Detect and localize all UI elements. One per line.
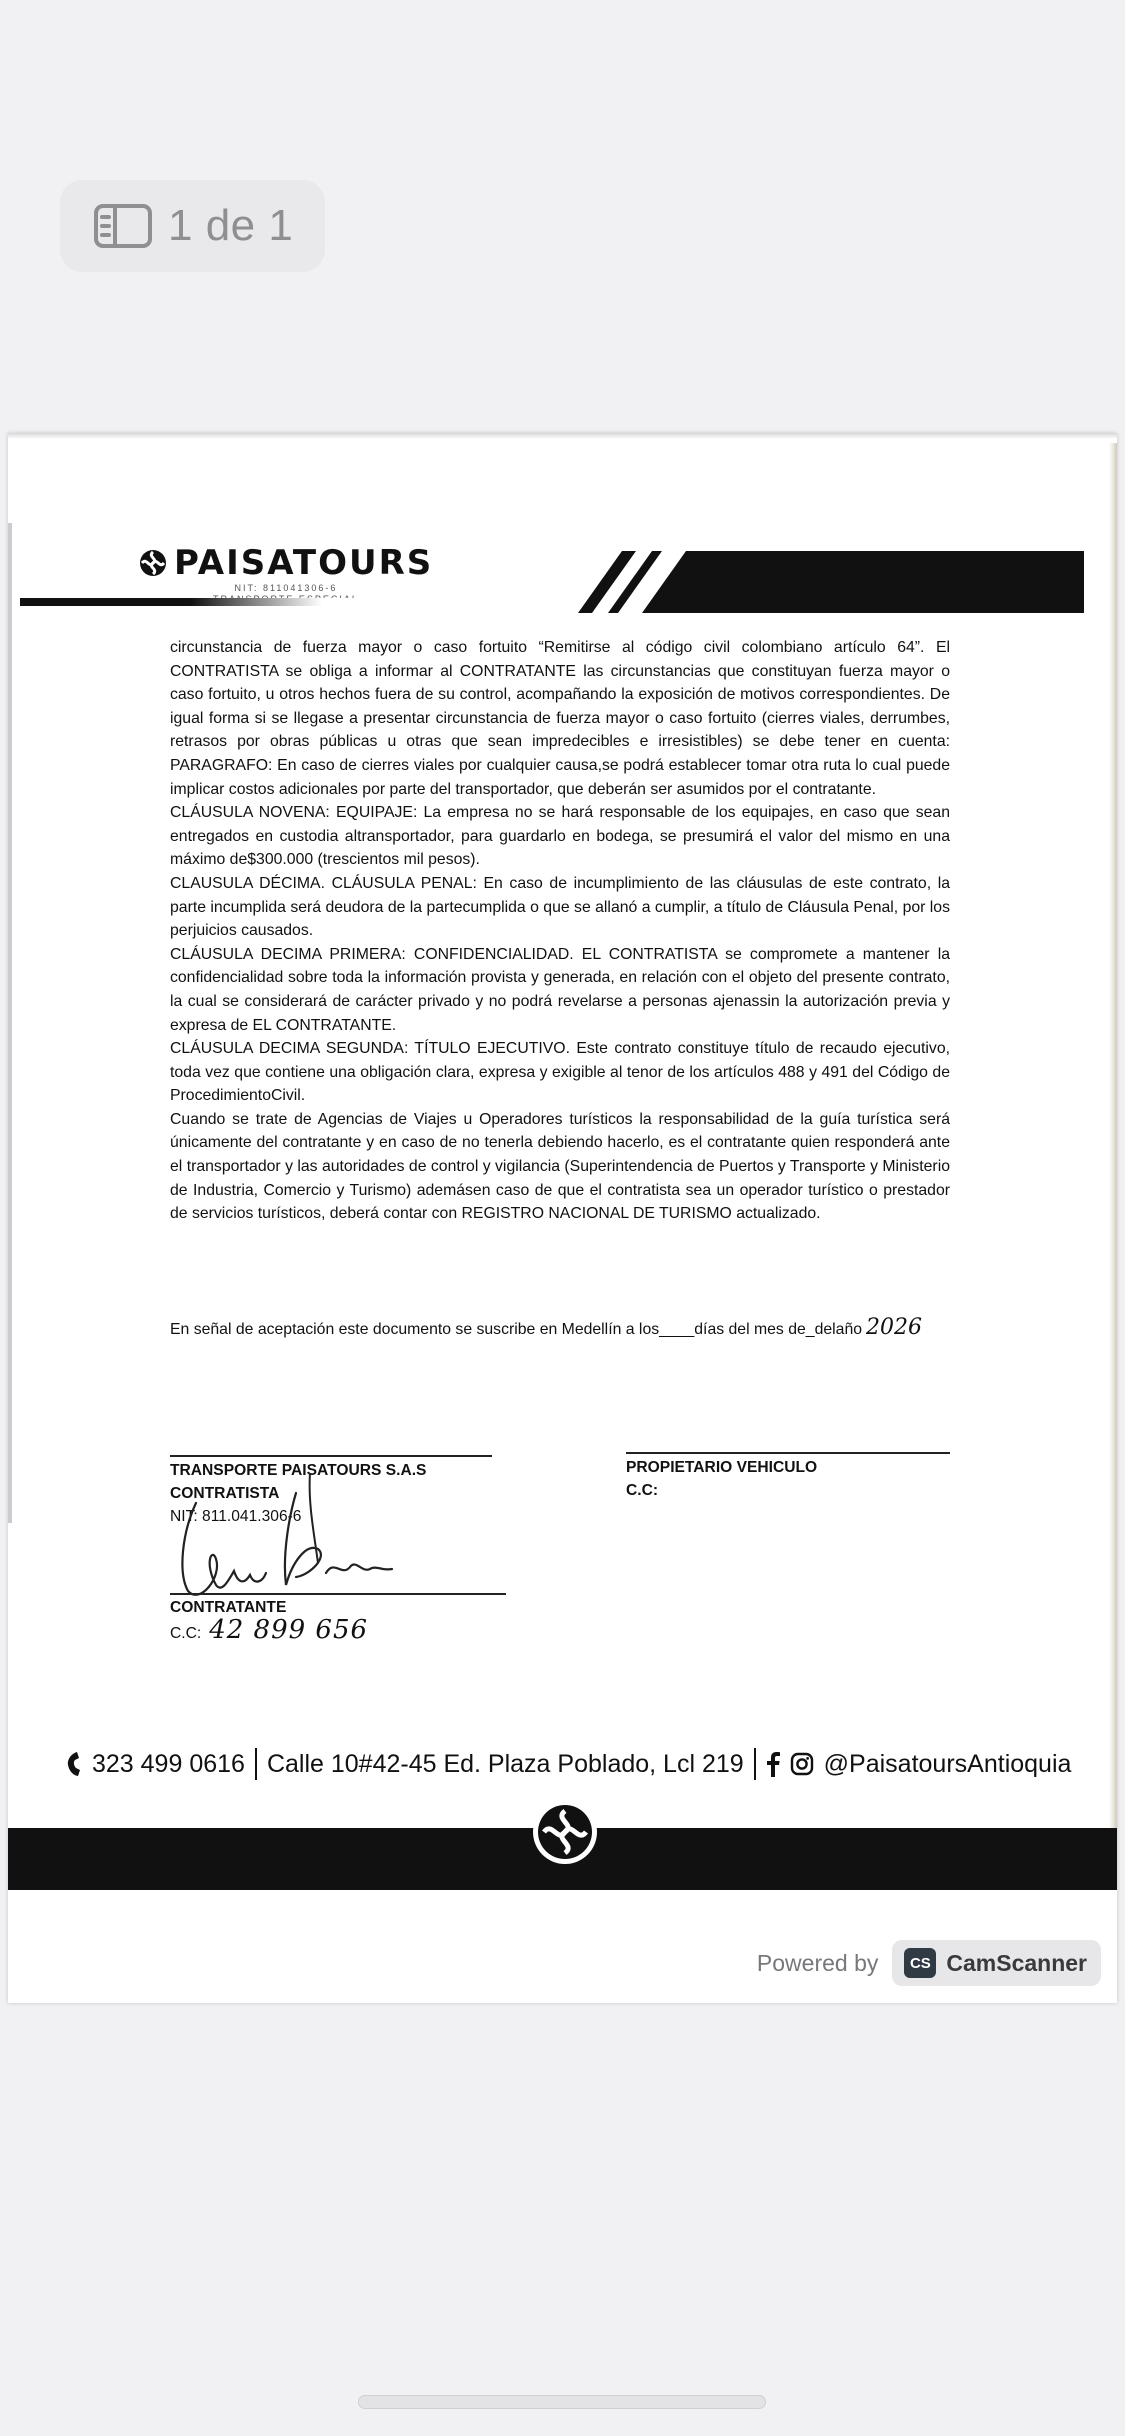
acceptance-year: 2026 — [866, 1315, 923, 1340]
paragraph: CLÁUSULA NOVENA: EQUIPAJE: La empresa no se hará responsable de los equipajes, en caso que sean entregados en custodia altransportador, para guardarlo en bodega, se presumirá el valor del mismo en una máximo de$300.000 (trescientos mil pesos). — [170, 804, 950, 869]
footer-logo-icon — [532, 1799, 598, 1865]
page-top-edge — [8, 433, 1117, 439]
contratante-label: CONTRATANTE — [170, 1599, 287, 1616]
propietario-cc: C.C: — [626, 1482, 659, 1499]
contact-phone: 323 499 0616 — [92, 1749, 245, 1778]
contratante-cc-row — [170, 1615, 369, 1645]
document-page[interactable] — [8, 433, 1117, 2003]
contratante-cc-value: 42 899 656 — [209, 1615, 369, 1645]
camscanner-badge — [892, 1940, 1101, 1986]
paragraph: CLÁUSULA DECIMA PRIMERA: CONFIDENCIALIDAD. EL CONTRATISTA se compromete a mantener la confidencialidad sobre toda la información provista y generada, en relación con el objeto del presente contrato, la cual se considerará de carácter privado y no podrá revelarse a personas ajenassin la autorización previa y expresa de EL CONTRATANTE. — [170, 945, 950, 1034]
paragraph: Cuando se trate de Agencias de Viajes u Operadores turísticos la responsabilidad de la guía turística será únicamente del contratante y en caso de no tenerla debiendo hacerlo, es el contratante quien responderá ante el transportador y las autoridades de control y vigilancia (Superintendencia de Puertos y Transporte y Ministerio de Industria, Comercio y Turismo) ademásen caso de que el contratista sea un operador turístico o prestador de servicios turísticos, deberá contar con REGISTRO NACIONAL DE TURISMO actualizado. — [170, 1110, 950, 1223]
paragraph: CLÁUSULA DECIMA SEGUNDA: TÍTULO EJECUTIVO. Este contrato constituye título de recaudo ejecutivo, toda vez que contiene una obligación clara, expresa y exigible al tenor de los artículos 488 y 491 del Código de ProcedimientoCivil. — [170, 1040, 950, 1105]
contact-footer — [66, 1748, 1076, 1780]
contratista-role: CONTRATISTA — [170, 1485, 280, 1502]
handwritten-signature — [178, 1473, 418, 1613]
scan-right-edge — [1109, 443, 1117, 1843]
contratista-company: TRANSPORTE PAISATOURS S.A.S — [170, 1462, 427, 1479]
company-nit: NIT: 811041306-6 — [234, 583, 338, 593]
acceptance-text: En señal de aceptación este documento se suscribe en Medellín a los____días del mes de_delaño — [170, 1321, 863, 1338]
paragraph: CLAUSULA DÉCIMA. CLÁUSULA PENAL: En caso de incumplimiento de las cláusulas de este contrato, la parte incumplida será deudora de la partecumplida o que se allanó a cumplir, a título de Cláusula Penal, por los perjuicios causados. — [170, 874, 950, 940]
page-indicator-pill[interactable] — [60, 180, 325, 272]
contratante-block — [170, 1596, 368, 1645]
paragraph: circunstancia de fuerza mayor o caso fortuito “Remitirse al código civil colombiano artículo 64”. El CONTRATISTA se obliga a informar al CONTRATANTE las circunstancias que constituyan fuerza mayor o caso fortuito, u otros hechos fuera de su control, acompañando la exposición de motivos correspondientes. De igual forma si se llegase a presentar circunstancia de fuerza mayor o caso fortuito (cierres viales, derrumbes, retrasos por obras públicas u otras que sean impredecibles e irresistibles) se debe tener en cuenta: PARAGRAFO: En caso de cierres viales por cualquier causa,se podrá establecer tomar otra ruta lo cual puede implicar costos adicionales por parte del transportador, que deberán ser asumidos por el contratante. — [170, 639, 950, 798]
propietario-block — [626, 1456, 817, 1502]
page-indicator-label: 1 de 1 — [168, 201, 294, 250]
sidebar-icon — [94, 204, 152, 248]
camscanner-brand: CamScanner — [946, 1949, 1087, 1976]
facebook-icon — [766, 1751, 780, 1777]
phone-icon — [66, 1751, 82, 1777]
contact-address: Calle 10#42-45 Ed. Plaza Poblado, Lcl 219 — [266, 1749, 744, 1778]
signature-line-propietario — [626, 1452, 950, 1454]
signature-line-contratista — [170, 1455, 492, 1457]
contract-body — [170, 636, 950, 1226]
powered-by-label: Powered by — [756, 1949, 879, 1976]
camscanner-watermark — [757, 1940, 1101, 1986]
divider — [754, 1748, 756, 1780]
propietario-role: PROPIETARIO VEHICULO — [626, 1459, 818, 1476]
instagram-icon — [790, 1752, 814, 1776]
contact-social: @PaisatoursAntioquia — [823, 1749, 1072, 1778]
company-logo — [138, 543, 433, 583]
divider — [255, 1748, 257, 1780]
company-name: PAISATOURS — [174, 543, 434, 583]
scan-left-edge — [8, 523, 12, 1523]
paisatours-logo-icon — [138, 548, 168, 578]
contratista-nit: NIT: 811.041.306-6 — [170, 1508, 302, 1525]
acceptance-line — [170, 1315, 922, 1340]
scroll-indicator[interactable] — [358, 2395, 766, 2409]
camscanner-icon: CS — [904, 1948, 936, 1978]
contratante-cc-label: C.C: — [170, 1625, 202, 1642]
signature-line-contratante — [170, 1593, 506, 1595]
header-stripes — [578, 551, 1098, 613]
